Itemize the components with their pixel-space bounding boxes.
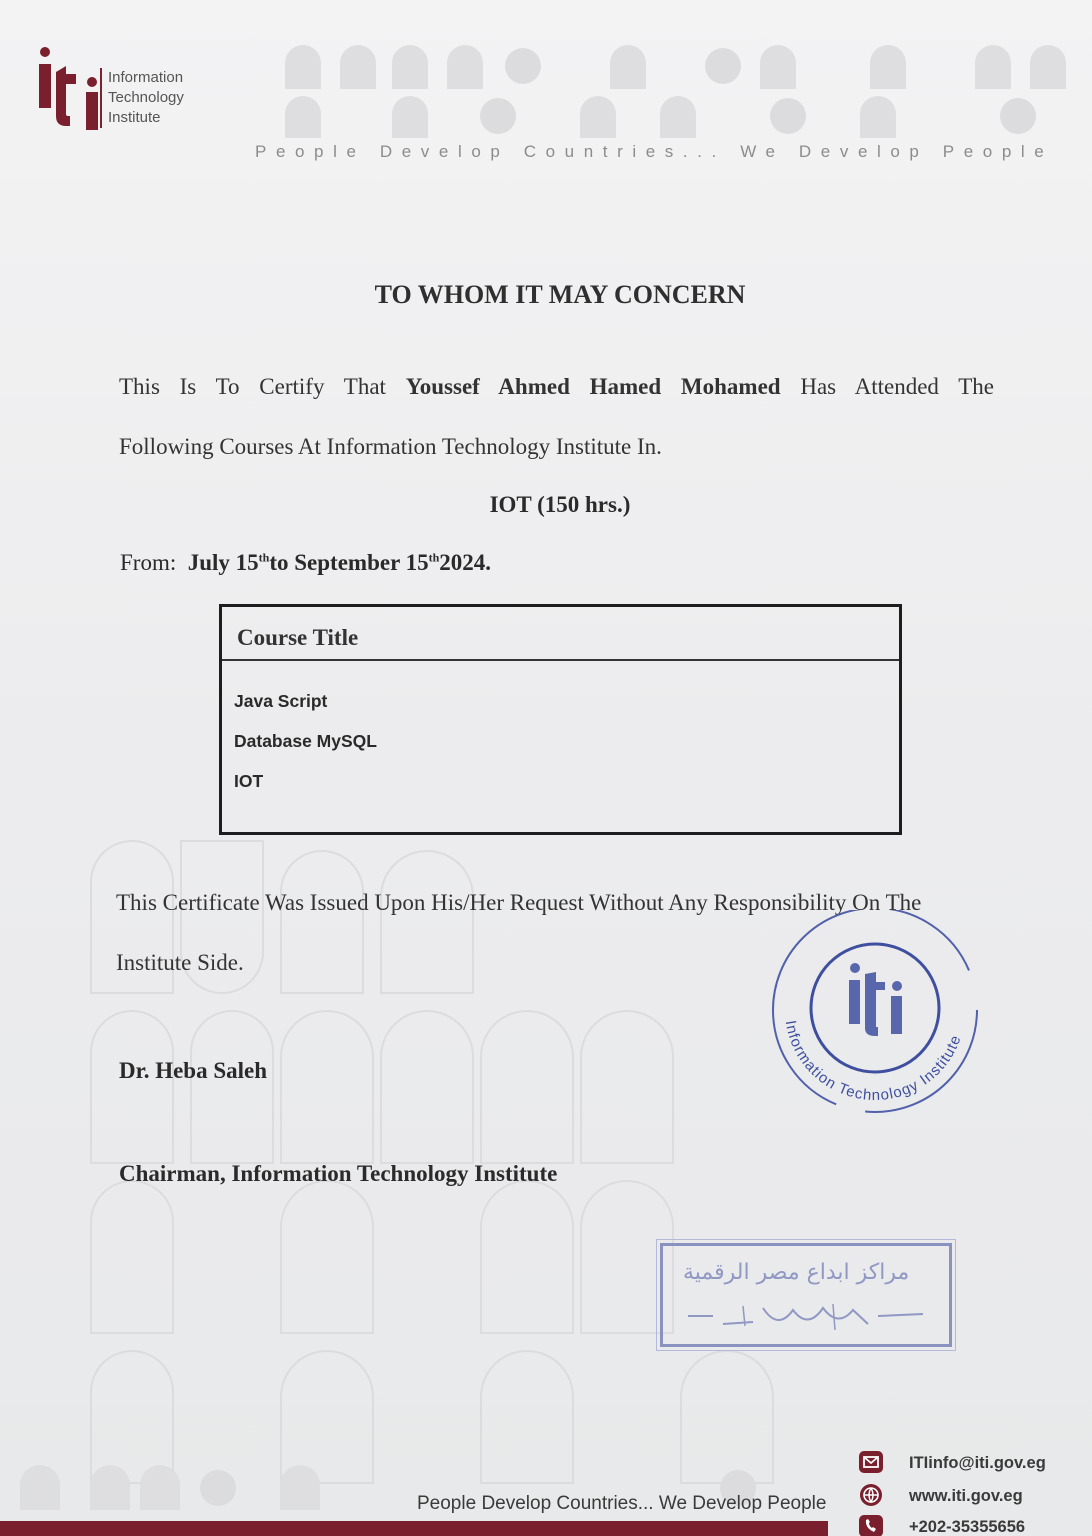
certify-line-1: [119, 374, 994, 400]
phone-icon: [858, 1514, 884, 1536]
page-title: TO WHOM IT MAY CONCERN: [374, 280, 746, 309]
globe-icon: [858, 1483, 884, 1507]
course-row: Database MySQL: [234, 731, 377, 751]
course-row: IOT: [234, 771, 264, 791]
seal-text: Information Technology Institute: [781, 1019, 965, 1105]
phone-text: +202-35355656: [909, 1518, 1026, 1536]
course-table: [219, 604, 902, 835]
footer-tagline: People Develop Countries... We Develop People: [417, 1493, 827, 1514]
signatory-title: Chairman, Information Technology Institute: [119, 1161, 558, 1186]
email-text: ITIinfo@iti.gov.eg: [909, 1454, 1046, 1472]
course-table-body: [222, 661, 899, 811]
iti-logo-mark-icon: [36, 44, 106, 140]
certify-prefix: This Is To Certify That: [119, 374, 386, 399]
disclaimer-line-1: This Certificate Was Issued Upon His/Her Request Without Any Responsibility On The: [116, 890, 922, 915]
course-summary: IOT (150 hrs.): [489, 492, 631, 517]
rectangular-stamp: [660, 1243, 952, 1347]
from-label: From:: [120, 550, 177, 575]
course-table-header: Course Title: [222, 607, 899, 661]
date-range: [120, 550, 491, 576]
logo-wordmark: [100, 68, 184, 128]
disclaimer-line-2: Institute Side.: [116, 950, 244, 975]
course-row: Java Script: [234, 691, 328, 711]
iti-logo: [36, 44, 216, 140]
stamp-signature-icon: [683, 1296, 933, 1336]
certify-suffix: Has Attended The: [800, 374, 995, 399]
header-tagline: People Develop Countries... We Develop People: [255, 142, 1054, 161]
mail-icon: [858, 1450, 884, 1474]
stamp-text: مراكز ابداع مصر الرقمية: [683, 1260, 910, 1285]
end-date: to September 15: [269, 550, 429, 575]
student-name: Youssef Ahmed Hamed Mohamed: [405, 374, 781, 399]
end-year: 2024.: [439, 550, 492, 575]
start-date: July 15: [187, 550, 259, 575]
footer-bar: [0, 1521, 828, 1536]
logo-line-1: Information: [108, 69, 184, 86]
logo-line-2: Technology: [108, 89, 184, 106]
institute-seal: [765, 910, 985, 1120]
certify-line-2: Following Courses At Information Technology Institute In.: [119, 434, 662, 459]
logo-line-3: Institute: [108, 109, 161, 126]
start-date-suffix: th: [258, 550, 270, 565]
end-date-suffix: th: [428, 550, 440, 565]
seal-icon: [765, 910, 985, 1120]
website-text: www.iti.gov.eg: [909, 1487, 1023, 1505]
signatory-name: Dr. Heba Saleh: [119, 1058, 268, 1083]
